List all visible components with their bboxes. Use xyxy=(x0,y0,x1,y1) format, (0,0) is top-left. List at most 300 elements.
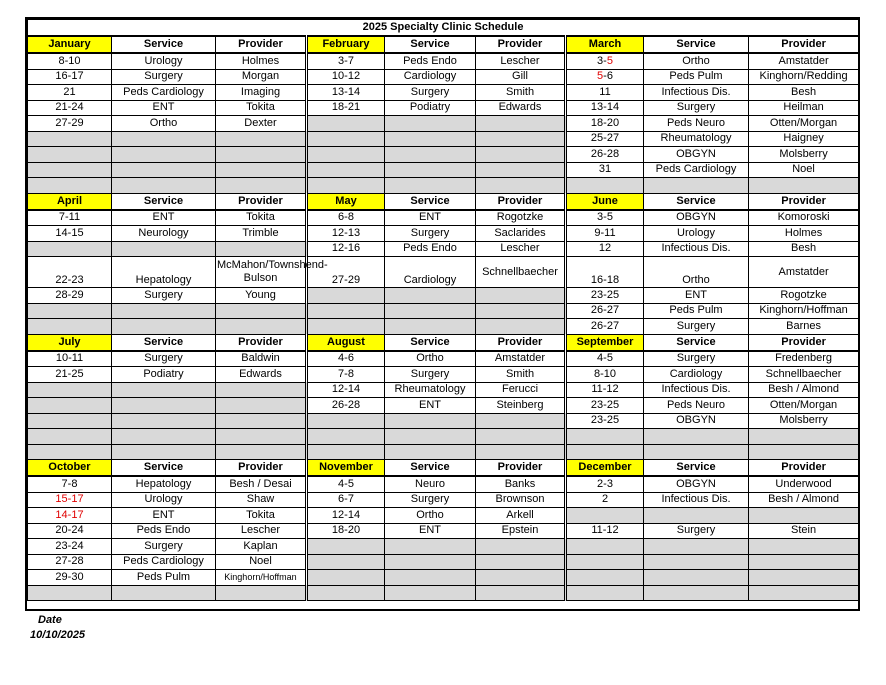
service-cell: OBGYN xyxy=(644,147,749,163)
table-row xyxy=(28,585,859,601)
provider-cell: Tokita xyxy=(216,508,307,524)
empty-cell xyxy=(112,303,216,319)
date-cell: 23-25 xyxy=(566,413,644,429)
date-cell: 12-14 xyxy=(307,382,385,398)
empty-cell xyxy=(28,147,112,163)
empty-cell xyxy=(28,585,112,601)
empty-cell xyxy=(385,162,476,178)
service-cell: Peds Pulm xyxy=(112,570,216,586)
empty-cell xyxy=(476,585,566,601)
empty-cell xyxy=(216,585,307,601)
date-cell: 2 xyxy=(566,492,644,508)
empty-cell xyxy=(112,585,216,601)
provider-header: Provider xyxy=(476,334,566,351)
empty-cell xyxy=(28,162,112,178)
service-cell: Surgery xyxy=(112,69,216,85)
provider-cell: Holmes xyxy=(749,226,859,242)
service-cell: Surgery xyxy=(644,319,749,335)
table-row xyxy=(28,319,859,335)
service-cell: Peds Cardiology xyxy=(112,554,216,570)
schedule-frame xyxy=(25,17,860,611)
empty-cell xyxy=(476,288,566,304)
empty-cell xyxy=(644,585,749,601)
empty-cell xyxy=(749,585,859,601)
month-header-july: July xyxy=(28,334,112,351)
date-cell: 20-24 xyxy=(28,523,112,539)
empty-cell xyxy=(112,413,216,429)
empty-cell xyxy=(112,147,216,163)
date-cell: 12-14 xyxy=(307,508,385,524)
provider-cell: Tokita xyxy=(216,210,307,226)
table-row xyxy=(28,351,859,367)
empty-cell xyxy=(28,241,112,257)
month-header-march: March xyxy=(566,36,644,53)
provider-cell: Morgan xyxy=(216,69,307,85)
date-cell: 4-6 xyxy=(307,351,385,367)
empty-cell xyxy=(307,131,385,147)
empty-cell xyxy=(566,539,644,555)
service-cell: Urology xyxy=(112,53,216,69)
provider-cell: Smith xyxy=(476,367,566,383)
date-cell: 26-28 xyxy=(307,398,385,414)
provider-cell: Molsberry xyxy=(749,413,859,429)
provider-cell: Besh xyxy=(749,85,859,101)
service-cell: ENT xyxy=(112,210,216,226)
service-header: Service xyxy=(644,460,749,477)
empty-cell xyxy=(476,444,566,460)
empty-cell xyxy=(385,288,476,304)
provider-cell: Imaging xyxy=(216,85,307,101)
empty-cell xyxy=(307,570,385,586)
empty-cell xyxy=(216,131,307,147)
empty-cell xyxy=(216,178,307,194)
service-cell: Surgery xyxy=(644,351,749,367)
date-cell: 4-5 xyxy=(307,476,385,492)
table-row xyxy=(28,367,859,383)
empty-cell xyxy=(476,413,566,429)
month-header-row xyxy=(28,334,859,351)
table-row xyxy=(28,226,859,242)
date-cell: 12-13 xyxy=(307,226,385,242)
empty-cell xyxy=(476,178,566,194)
service-header: Service xyxy=(644,36,749,53)
table-row xyxy=(28,429,859,445)
empty-cell xyxy=(28,131,112,147)
provider-cell: Komoroski xyxy=(749,210,859,226)
empty-cell xyxy=(216,303,307,319)
provider-cell: Brownson xyxy=(476,492,566,508)
empty-cell xyxy=(749,570,859,586)
service-cell: Surgery xyxy=(385,85,476,101)
service-cell: OBGYN xyxy=(644,476,749,492)
date-cell: 14-17 xyxy=(28,508,112,524)
empty-cell xyxy=(216,429,307,445)
table-row xyxy=(28,53,859,69)
date-cell xyxy=(566,53,644,69)
empty-cell xyxy=(566,570,644,586)
table-row xyxy=(28,100,859,116)
date-cell: 6-8 xyxy=(307,210,385,226)
service-cell: Peds Pulm xyxy=(644,303,749,319)
provider-cell: Besh / Almond xyxy=(749,382,859,398)
empty-cell xyxy=(644,444,749,460)
empty-cell xyxy=(385,116,476,132)
date-cell: 16-18 xyxy=(566,257,644,288)
empty-cell xyxy=(476,319,566,335)
service-cell: Ortho xyxy=(385,508,476,524)
date-cell: 26-27 xyxy=(566,303,644,319)
empty-cell xyxy=(28,382,112,398)
month-header-february: February xyxy=(307,36,385,53)
date-cell: 7-8 xyxy=(28,476,112,492)
date-cell: 8-10 xyxy=(566,367,644,383)
provider-cell: Lescher xyxy=(476,241,566,257)
table-row xyxy=(28,570,859,586)
service-cell: Peds Endo xyxy=(385,53,476,69)
provider-cell: Besh xyxy=(749,241,859,257)
provider-cell: Schnellbaecher xyxy=(476,257,566,288)
date-cell xyxy=(566,69,644,85)
table-row xyxy=(28,288,859,304)
date-cell: 18-20 xyxy=(566,116,644,132)
service-cell: Neurology xyxy=(112,226,216,242)
provider-cell: Schnellbaecher xyxy=(749,367,859,383)
table-row xyxy=(28,116,859,132)
date-cell: 15-17 xyxy=(28,492,112,508)
empty-cell xyxy=(216,319,307,335)
service-header: Service xyxy=(644,193,749,210)
empty-cell xyxy=(476,429,566,445)
date-cell: 12-16 xyxy=(307,241,385,257)
table-row xyxy=(28,539,859,555)
empty-cell xyxy=(307,178,385,194)
provider-cell: Otten/Morgan xyxy=(749,398,859,414)
service-cell: Surgery xyxy=(112,351,216,367)
empty-cell xyxy=(28,444,112,460)
provider-cell: Edwards xyxy=(216,367,307,383)
month-header-august: August xyxy=(307,334,385,351)
table-row xyxy=(28,476,859,492)
service-cell: OBGYN xyxy=(644,413,749,429)
service-cell: Hepatology xyxy=(112,476,216,492)
table-row xyxy=(28,85,859,101)
empty-cell xyxy=(644,570,749,586)
provider-header: Provider xyxy=(749,460,859,477)
service-header: Service xyxy=(112,334,216,351)
service-cell: Surgery xyxy=(385,492,476,508)
provider-header: Provider xyxy=(749,193,859,210)
empty-cell xyxy=(476,303,566,319)
empty-cell xyxy=(566,585,644,601)
month-header-june: June xyxy=(566,193,644,210)
month-header-may: May xyxy=(307,193,385,210)
empty-cell xyxy=(112,162,216,178)
date-cell: 26-27 xyxy=(566,319,644,335)
provider-header: Provider xyxy=(216,193,307,210)
empty-cell xyxy=(307,162,385,178)
empty-cell xyxy=(112,178,216,194)
service-cell: Neuro xyxy=(385,476,476,492)
provider-cell: Underwood xyxy=(749,476,859,492)
service-cell: Urology xyxy=(644,226,749,242)
date-cell: 10-12 xyxy=(307,69,385,85)
empty-cell xyxy=(749,539,859,555)
provider-cell: Kinghorn/Redding xyxy=(749,69,859,85)
empty-cell xyxy=(307,147,385,163)
empty-cell xyxy=(749,429,859,445)
empty-cell xyxy=(385,147,476,163)
service-cell: Infectious Dis. xyxy=(644,492,749,508)
provider-cell: Baldwin xyxy=(216,351,307,367)
service-cell: Peds Neuro xyxy=(644,398,749,414)
provider-cell: Barnes xyxy=(749,319,859,335)
provider-cell: Lescher xyxy=(476,53,566,69)
provider-cell: Smith xyxy=(476,85,566,101)
empty-cell xyxy=(28,413,112,429)
provider-header: Provider xyxy=(476,36,566,53)
provider-cell: Noel xyxy=(216,554,307,570)
table-row xyxy=(28,303,859,319)
service-cell: Peds Cardiology xyxy=(644,162,749,178)
empty-cell xyxy=(749,178,859,194)
service-header: Service xyxy=(385,460,476,477)
service-cell: ENT xyxy=(112,508,216,524)
date-cell: 28-29 xyxy=(28,288,112,304)
schedule-title: 2025 Specialty Clinic Schedule xyxy=(28,20,859,37)
service-cell: Ortho xyxy=(112,116,216,132)
date-cell: 27-28 xyxy=(28,554,112,570)
service-cell: Cardiology xyxy=(644,367,749,383)
provider-cell: Epstein xyxy=(476,523,566,539)
empty-cell xyxy=(112,429,216,445)
empty-cell xyxy=(476,131,566,147)
service-cell: Infectious Dis. xyxy=(644,85,749,101)
date-cell: 21 xyxy=(28,85,112,101)
date-cell: 2-3 xyxy=(566,476,644,492)
empty-cell xyxy=(385,303,476,319)
provider-cell: Young xyxy=(216,288,307,304)
provider-cell: Rogotzke xyxy=(749,288,859,304)
date-cell: 18-21 xyxy=(307,100,385,116)
date-cell: 16-17 xyxy=(28,69,112,85)
table-row xyxy=(28,241,859,257)
date-cell: 6-7 xyxy=(307,492,385,508)
provider-cell: Haigney xyxy=(749,131,859,147)
date-label: Date xyxy=(38,614,62,626)
month-header-november: November xyxy=(307,460,385,477)
empty-cell xyxy=(385,539,476,555)
service-header: Service xyxy=(644,334,749,351)
service-cell: Peds Pulm xyxy=(644,69,749,85)
provider-cell: Steinberg xyxy=(476,398,566,414)
empty-cell xyxy=(307,429,385,445)
provider-header: Provider xyxy=(476,460,566,477)
empty-cell xyxy=(385,554,476,570)
provider-cell: Tokita xyxy=(216,100,307,116)
date-cell: 21-24 xyxy=(28,100,112,116)
service-cell: ENT xyxy=(385,398,476,414)
date-cell: 29-30 xyxy=(28,570,112,586)
service-cell: ENT xyxy=(112,100,216,116)
month-header-december: December xyxy=(566,460,644,477)
service-header: Service xyxy=(385,334,476,351)
empty-cell xyxy=(28,429,112,445)
date-value: 10/10/2025 xyxy=(30,629,86,641)
empty-cell xyxy=(644,554,749,570)
date-cell: 23-24 xyxy=(28,539,112,555)
provider-cell: Kaplan xyxy=(216,539,307,555)
date-cell: 14-15 xyxy=(28,226,112,242)
empty-cell xyxy=(216,382,307,398)
month-header-january: January xyxy=(28,36,112,53)
table-row xyxy=(28,382,859,398)
service-cell: Podiatry xyxy=(385,100,476,116)
date-cell: 11-12 xyxy=(566,382,644,398)
empty-cell xyxy=(385,585,476,601)
date-part: 5 xyxy=(597,70,604,83)
empty-cell xyxy=(385,413,476,429)
empty-cell xyxy=(112,131,216,147)
service-cell: ENT xyxy=(644,288,749,304)
table-row xyxy=(28,444,859,460)
service-cell: Ortho xyxy=(644,257,749,288)
provider-header: Provider xyxy=(749,36,859,53)
month-header-row xyxy=(28,193,859,210)
empty-cell xyxy=(476,539,566,555)
table-row xyxy=(28,492,859,508)
service-header: Service xyxy=(385,193,476,210)
provider-header: Provider xyxy=(749,334,859,351)
table-row xyxy=(28,210,859,226)
service-header: Service xyxy=(112,36,216,53)
service-cell: Cardiology xyxy=(385,69,476,85)
empty-cell xyxy=(307,585,385,601)
provider-cell: Kinghorn/Hoffman xyxy=(749,303,859,319)
empty-cell xyxy=(112,241,216,257)
service-cell: ENT xyxy=(385,523,476,539)
date-cell: 13-14 xyxy=(566,100,644,116)
month-header-september: September xyxy=(566,334,644,351)
provider-cell: Heilman xyxy=(749,100,859,116)
date-cell: 9-11 xyxy=(566,226,644,242)
service-cell: Rheumatology xyxy=(644,131,749,147)
provider-cell: Ferucci xyxy=(476,382,566,398)
date-cell: 18-20 xyxy=(307,523,385,539)
provider-header: Provider xyxy=(216,36,307,53)
service-cell: Peds Cardiology xyxy=(112,85,216,101)
date-cell: 10-11 xyxy=(28,351,112,367)
empty-cell xyxy=(476,554,566,570)
service-cell: Podiatry xyxy=(112,367,216,383)
service-cell: Infectious Dis. xyxy=(644,382,749,398)
provider-cell: McMahon/Townshend-Bulson xyxy=(216,257,307,288)
provider-cell: Amstatder xyxy=(476,351,566,367)
date-cell: 25-27 xyxy=(566,131,644,147)
service-cell: Ortho xyxy=(385,351,476,367)
service-header: Service xyxy=(112,193,216,210)
empty-cell xyxy=(307,116,385,132)
service-cell: Cardiology xyxy=(385,257,476,288)
provider-cell: Stein xyxy=(749,523,859,539)
empty-cell xyxy=(307,413,385,429)
empty-cell xyxy=(644,429,749,445)
empty-cell xyxy=(216,241,307,257)
provider-cell: Molsberry xyxy=(749,147,859,163)
empty-cell xyxy=(476,162,566,178)
service-cell: Surgery xyxy=(644,523,749,539)
table-row xyxy=(28,257,859,288)
provider-header: Provider xyxy=(216,460,307,477)
service-cell: Surgery xyxy=(385,367,476,383)
service-cell: Surgery xyxy=(112,539,216,555)
date-cell: 13-14 xyxy=(307,85,385,101)
table-row xyxy=(28,523,859,539)
empty-cell xyxy=(385,319,476,335)
empty-cell xyxy=(307,444,385,460)
service-header: Service xyxy=(385,36,476,53)
provider-cell: Amstatder xyxy=(749,53,859,69)
provider-cell: Banks xyxy=(476,476,566,492)
provider-cell: Fredenberg xyxy=(749,351,859,367)
service-cell: Rheumatology xyxy=(385,382,476,398)
empty-cell xyxy=(216,147,307,163)
empty-cell xyxy=(644,178,749,194)
empty-cell xyxy=(307,288,385,304)
provider-cell: Noel xyxy=(749,162,859,178)
empty-cell xyxy=(644,508,749,524)
date-cell: 21-25 xyxy=(28,367,112,383)
service-cell: Peds Neuro xyxy=(644,116,749,132)
empty-cell xyxy=(566,429,644,445)
empty-cell xyxy=(307,303,385,319)
month-header-april: April xyxy=(28,193,112,210)
service-cell: Urology xyxy=(112,492,216,508)
service-cell: Ortho xyxy=(644,53,749,69)
service-cell: ENT xyxy=(385,210,476,226)
empty-cell xyxy=(112,444,216,460)
date-part: 3- xyxy=(597,54,607,67)
empty-cell xyxy=(216,398,307,414)
provider-cell: Shaw xyxy=(216,492,307,508)
empty-cell xyxy=(566,508,644,524)
service-cell: Peds Endo xyxy=(385,241,476,257)
empty-cell xyxy=(749,554,859,570)
empty-cell xyxy=(216,162,307,178)
provider-cell: Gill xyxy=(476,69,566,85)
empty-cell xyxy=(28,178,112,194)
date-cell: 8-10 xyxy=(28,53,112,69)
provider-cell: Trimble xyxy=(216,226,307,242)
date-part: 5 xyxy=(606,54,613,67)
service-cell: Surgery xyxy=(112,288,216,304)
empty-cell xyxy=(385,178,476,194)
empty-cell xyxy=(385,131,476,147)
empty-cell xyxy=(385,429,476,445)
table-row xyxy=(28,398,859,414)
date-cell: 27-29 xyxy=(307,257,385,288)
service-cell: OBGYN xyxy=(644,210,749,226)
empty-cell xyxy=(112,382,216,398)
date-cell: 11-12 xyxy=(566,523,644,539)
month-header-row xyxy=(28,36,859,53)
date-cell: 11 xyxy=(566,85,644,101)
empty-cell xyxy=(216,413,307,429)
empty-cell xyxy=(28,303,112,319)
empty-cell xyxy=(385,570,476,586)
provider-cell: Arkell xyxy=(476,508,566,524)
date-cell: 3-7 xyxy=(307,53,385,69)
date-cell: 26-28 xyxy=(566,147,644,163)
